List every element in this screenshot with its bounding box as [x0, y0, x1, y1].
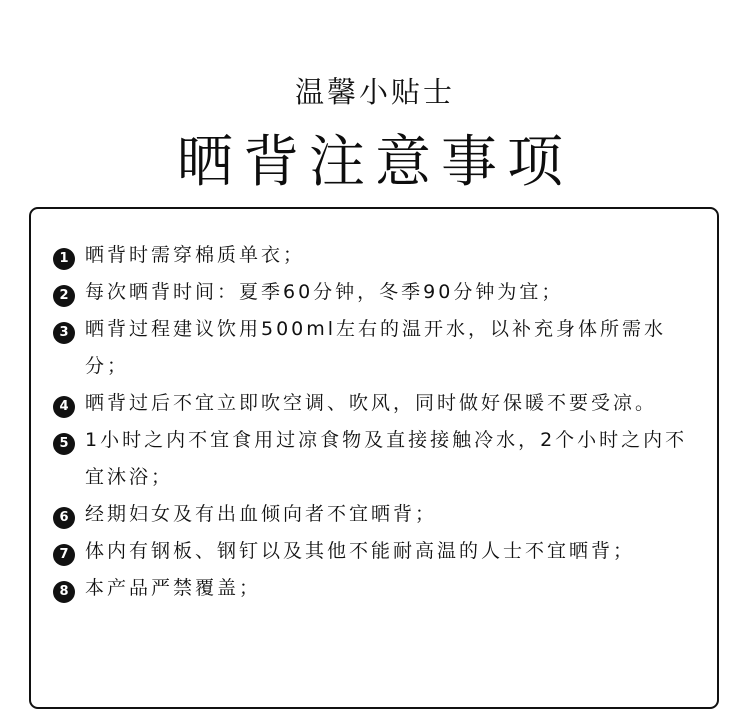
tip-number-badge: 6 — [53, 507, 75, 529]
tip-item-3 — [53, 311, 693, 385]
tip-item-2 — [53, 274, 693, 311]
page-title: 晒背注意事项 — [177, 130, 573, 195]
tip-text: 体内有钢板、钢钉以及其他不能耐高温的人士不宜晒背； — [85, 540, 636, 562]
tip-item-5 — [53, 422, 693, 496]
tip-number-badge: 8 — [53, 581, 75, 603]
tip-number-badge: 3 — [53, 322, 75, 344]
tip-item-6 — [53, 496, 693, 533]
tip-number-badge: 5 — [53, 433, 75, 455]
tip-item-4 — [53, 385, 693, 422]
tip-text: 晒背时需穿棉质单衣； — [85, 244, 306, 266]
tip-number-badge: 1 — [53, 248, 75, 270]
subtitle: 温馨小贴士 — [294, 75, 455, 109]
tip-number-badge: 7 — [53, 544, 75, 566]
tip-text: 经期妇女及有出血倾向者不宜晒背； — [85, 503, 438, 525]
tips-card — [29, 207, 719, 709]
tip-text: 每次晒背时间：夏季60分钟，冬季90分钟为宜； — [85, 281, 564, 303]
tip-item-7 — [53, 533, 693, 570]
tip-item-8 — [53, 570, 693, 607]
tip-number-badge: 2 — [53, 285, 75, 307]
tip-text: 晒背过程建议饮用500ml左右的温开水，以补充身体所需水分； — [85, 318, 667, 377]
tips-list — [53, 237, 693, 607]
tip-item-1 — [53, 237, 693, 274]
tip-text: 本产品严禁覆盖； — [85, 577, 262, 599]
tip-text: 1小时之内不宜食用过凉食物及直接接触冷水，2个小时之内不宜沐浴； — [85, 429, 688, 488]
tip-text: 晒背过后不宜立即吹空调、吹风，同时做好保暖不要受凉。 — [85, 392, 658, 414]
tip-number-badge: 4 — [53, 396, 75, 418]
